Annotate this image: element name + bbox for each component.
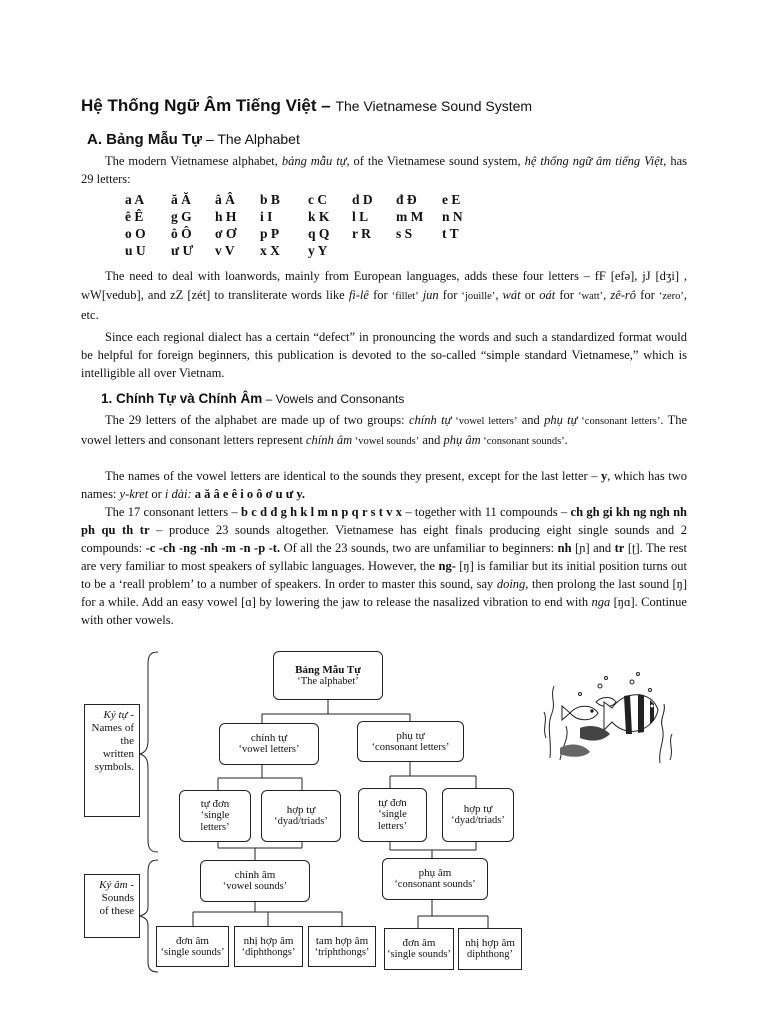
groups-text-5: . bbox=[564, 433, 568, 447]
loanwords-text-2: for bbox=[368, 288, 392, 302]
node-vowel-sounds bbox=[200, 860, 310, 902]
word-nga: nga bbox=[591, 595, 611, 609]
root-node-en: ‘The alphabet’ bbox=[297, 675, 359, 687]
node-consonant-diphthong-en: diphthong’ bbox=[466, 949, 514, 960]
node-vowel-dyads-en: ‘dyad/triads’ bbox=[274, 816, 328, 827]
alphabet-letter-pair: s S bbox=[396, 226, 413, 241]
node-diphthongs bbox=[234, 926, 303, 967]
gloss-watt: ‘watt’ bbox=[578, 291, 604, 302]
gloss-consonant-sounds: ‘consonant sounds’ bbox=[480, 436, 565, 447]
node-consonant-sounds bbox=[382, 858, 488, 900]
alphabet-letter-pair: p P bbox=[260, 226, 280, 241]
alphabet-letter-pair: v V bbox=[215, 243, 235, 258]
alphabet-letter-pair: o O bbox=[125, 226, 146, 241]
groups-text-4: and bbox=[419, 433, 444, 447]
side-label-ky-am-en: - Sounds of these bbox=[99, 879, 134, 917]
loanword-wat: wát bbox=[502, 288, 521, 302]
term-phu-am: phụ âm bbox=[443, 433, 481, 447]
loanwords-text-10: , etc. bbox=[81, 288, 688, 322]
gloss-zero: ‘zero’ bbox=[658, 291, 684, 302]
groups-text-3: . The vowel letters and consonant letters represent bbox=[81, 413, 688, 447]
compounds-list: ch gh gi kh ng ngh nh ph qu th tr bbox=[81, 505, 687, 537]
gloss-jouille: ‘jouille’ bbox=[461, 291, 496, 302]
node-single-sounds-en: ‘single sounds’ bbox=[160, 946, 225, 958]
node-consonant-dyads-en: ‘dyad/triads’ bbox=[451, 815, 505, 826]
alphabet-letter-pair: k K bbox=[308, 209, 330, 224]
consonants-text-8: , then prolong the last sound [ŋ] for a while. Add an easy vowel [ɑ] by lowering the jaw to release the nasalized vibration to end with bbox=[81, 577, 687, 609]
dialect-paragraph: Since each regional dialect has a certain “defect” in pronouncing the words and such a standardized format would be helpful for foreign beginners, this publication is devoted to the so-called “simple standard Vietnamese,” which is intelligible all over Vietnam. bbox=[81, 330, 687, 380]
alphabet-letter-pair: ă Ă bbox=[171, 192, 191, 207]
node-vowel-single-en: ‘single letters’ bbox=[200, 810, 230, 833]
loanword-fi-le: fi-lê bbox=[348, 288, 369, 302]
node-triphthongs-vn: tam hợp âm bbox=[315, 934, 369, 947]
gloss-vowel-sounds: ‘vowel sounds’ bbox=[352, 436, 420, 447]
consonants-text-4: Of all the 23 sounds, two are unfamiliar to beginners: bbox=[280, 541, 558, 555]
gloss-consonant-letters: ‘consonant letters’ bbox=[577, 416, 661, 427]
gloss-vowel-letters: ‘vowel letters’ bbox=[451, 416, 518, 427]
alphabet-letter-pair: b B bbox=[260, 192, 280, 207]
alphabet-letter-pair: e E bbox=[442, 192, 461, 207]
side-label-ky-am: Ký âm bbox=[99, 879, 128, 891]
alphabet-letter-pair: ơ Ơ bbox=[215, 226, 237, 241]
node-consonant-diphthong-vn: nhị hợp âm bbox=[465, 937, 515, 949]
consonants-text-5: [ɲ] and bbox=[571, 541, 615, 555]
side-label-sounds bbox=[84, 874, 140, 938]
alphabet-letter-pair: ê Ê bbox=[125, 209, 144, 224]
section-1-heading-vn: 1. Chính Tự và Chính Âm bbox=[101, 391, 263, 406]
alphabet-letter-pair: i I bbox=[260, 209, 273, 224]
intro-term-bang-mau-tu: bảng mẫu tự, bbox=[281, 154, 350, 168]
node-vowel-letters-vn: chính tự bbox=[250, 732, 288, 744]
name-i-dai: i dài: bbox=[164, 487, 192, 501]
alphabet-letter-pair: ô Ô bbox=[171, 226, 192, 241]
consonants-text-1: The 17 consonant letters – bbox=[105, 505, 241, 519]
alphabet-letter-pair: ư Ư bbox=[171, 243, 194, 258]
node-consonant-single-sounds bbox=[384, 928, 454, 970]
node-consonant-sounds-en: ‘consonant sounds’ bbox=[394, 879, 476, 890]
node-consonant-dyads-vn: hợp tự bbox=[463, 803, 493, 815]
vowel-names-text-2: , which has two names: bbox=[81, 469, 687, 501]
node-single-sounds bbox=[156, 926, 229, 967]
intro-text-1: The modern Vietnamese alphabet, bbox=[105, 154, 282, 168]
side-label-ky-tu-en: - Names of the written symbols. bbox=[91, 709, 134, 773]
name-y-kret: y-kret bbox=[119, 487, 149, 501]
node-triphthongs-en: ‘triphthongs’ bbox=[314, 946, 370, 958]
loanwords-text-9: for bbox=[636, 288, 659, 302]
node-diphthongs-vn: nhị hợp âm bbox=[243, 934, 294, 947]
node-vowel-letters bbox=[219, 723, 319, 765]
consonants-text-9: [ŋɑ]. Continue with other vowels. bbox=[81, 595, 687, 627]
root-node-alphabet bbox=[273, 651, 383, 700]
consonants-text-6: [ʈ]. The rest are very familiar to most speakers of syllabic languages. However, the bbox=[81, 541, 688, 573]
node-vowel-letters-en: ‘vowel letters’ bbox=[238, 744, 300, 755]
vowel-names-text-3: or bbox=[148, 487, 165, 501]
node-consonant-dyads bbox=[442, 788, 514, 842]
loanwords-text-4: for bbox=[438, 288, 462, 302]
node-consonant-letters bbox=[357, 721, 464, 762]
consonants-text-2: – together with 11 compounds – bbox=[402, 505, 571, 519]
consonants-text-7: [ŋ] is familiar but its initial position turns out to be a ‘reall problem’ to a number of speakers. In order to master this sound, say bbox=[81, 559, 687, 591]
node-vowel-single-vn: tự đơn bbox=[200, 798, 230, 810]
node-consonant-single-en: ‘single letters’ bbox=[377, 809, 408, 832]
alphabet-letter-pair: r R bbox=[352, 226, 371, 241]
term-chinh-tu: chính tự bbox=[408, 413, 452, 427]
sound-nh: nh bbox=[557, 541, 572, 555]
loanwords-text-1: The need to deal with loanwords, mainly from European languages, adds these four letters – fF [efə], jJ [dʒi] , wW[vedub], and zZ [zét] to transliterate words like bbox=[81, 269, 687, 302]
fish-illustration bbox=[540, 668, 680, 768]
node-consonant-sounds-vn: phụ âm bbox=[418, 867, 452, 879]
sound-tr: tr bbox=[614, 541, 625, 555]
gloss-fillet: ‘fillet’ bbox=[391, 291, 419, 302]
alphabet-letter-pair: c C bbox=[308, 192, 328, 207]
loanwords-text-5: , bbox=[495, 288, 503, 302]
term-chinh-am: chính âm bbox=[305, 433, 353, 447]
title-english: The Vietnamese Sound System bbox=[335, 98, 533, 114]
side-label-ky-tu: Ký tự bbox=[103, 709, 128, 721]
sound-ng: ng- bbox=[438, 559, 456, 573]
intro-text-2: of the Vietnamese sound system, bbox=[349, 154, 525, 168]
node-consonant-single-sounds-en: ‘single sounds’ bbox=[387, 949, 451, 960]
letter-y: y bbox=[601, 469, 608, 483]
node-vowel-single-letters bbox=[179, 790, 251, 842]
node-consonant-letters-en: ‘consonant letters’ bbox=[371, 741, 450, 753]
loanword-ze-ro: zê-rô bbox=[610, 288, 637, 302]
node-consonant-single-vn: tự đơn bbox=[378, 797, 407, 809]
section-1-heading-en: – Vowels and Consonants bbox=[262, 392, 405, 406]
title-vietnamese: Hệ Thống Ngữ Âm Tiếng Việt – bbox=[81, 96, 336, 115]
node-vowel-dyads-vn: hợp tự bbox=[286, 804, 316, 816]
node-vowel-sounds-vn: chính âm bbox=[234, 869, 276, 881]
alphabet-letter-pair: t T bbox=[442, 226, 459, 241]
side-label-written-symbols bbox=[84, 704, 140, 817]
alphabet-letter-pair: d D bbox=[352, 192, 373, 207]
alphabet-letter-pair: g G bbox=[171, 209, 192, 224]
alphabet-letter-pair: đ Đ bbox=[396, 192, 417, 207]
node-diphthongs-en: ‘diphthongs’ bbox=[241, 946, 296, 958]
node-consonant-letters-vn: phụ tự bbox=[396, 729, 425, 742]
node-triphthongs bbox=[308, 926, 376, 967]
node-consonant-diphthong bbox=[458, 928, 522, 970]
alphabet-letter-pair: y Y bbox=[308, 243, 328, 258]
vowel-names-text-1: The names of the vowel letters are identical to the sounds they present, except for the last letter – bbox=[105, 469, 602, 483]
loanwords-text-7: for bbox=[555, 288, 579, 302]
term-phu-tu: phụ tự bbox=[544, 413, 578, 427]
loanwords-text-6: or bbox=[520, 288, 540, 302]
alphabet-letter-pair: â Â bbox=[215, 192, 235, 207]
alphabet-letter-pair: n N bbox=[442, 209, 463, 224]
root-node-vn: Bảng Mẫu Tự bbox=[295, 663, 361, 676]
loanword-jun: jun bbox=[422, 288, 439, 302]
node-vowel-dyads bbox=[261, 790, 341, 842]
groups-text-2: and bbox=[517, 413, 545, 427]
node-single-sounds-vn: đơn âm bbox=[175, 934, 209, 947]
node-consonant-single-sounds-vn: đơn âm bbox=[402, 937, 436, 949]
alphabet-letter-pair: q Q bbox=[308, 226, 330, 241]
loanwords-text-8: , bbox=[603, 288, 611, 302]
alphabet-letter-pair: l L bbox=[352, 209, 369, 224]
loanword-oat: oát bbox=[539, 288, 556, 302]
consonant-letters-list: b c d đ g h k l m n p q r s t v x bbox=[240, 505, 403, 519]
alphabet-letter-pair: u U bbox=[125, 243, 146, 258]
node-vowel-sounds-en: ‘vowel sounds’ bbox=[222, 881, 288, 892]
alphabet-letter-pair: h H bbox=[215, 209, 237, 224]
alphabet-letter-pair: m M bbox=[396, 209, 424, 224]
alphabet-letter-pair: x X bbox=[260, 243, 280, 258]
section-a-heading-vn: A. Bảng Mẫu Tự bbox=[87, 131, 203, 148]
groups-text-1: The 29 letters of the alphabet are made up of two groups: bbox=[105, 413, 409, 427]
intro-text-3: , has 29 letters: bbox=[81, 154, 687, 186]
node-consonant-single-letters bbox=[358, 788, 427, 842]
consonants-text-3: – produce 23 sounds altogether. Vietnamese has eight finals producing eight single sounds and 2 compounds: bbox=[81, 523, 687, 555]
alphabet-letter-pair: a A bbox=[125, 192, 145, 207]
section-a-heading-en: – The Alphabet bbox=[202, 131, 300, 147]
finals-list: -c -ch -ng -nh -m -n -p -t. bbox=[145, 541, 281, 555]
word-doing: doing bbox=[496, 577, 526, 591]
vowel-list: a ă â e ê i o ô ơ u ư y. bbox=[191, 487, 306, 501]
intro-term-he-thong: hệ thống ngữ âm tiếng Việt bbox=[524, 154, 664, 168]
